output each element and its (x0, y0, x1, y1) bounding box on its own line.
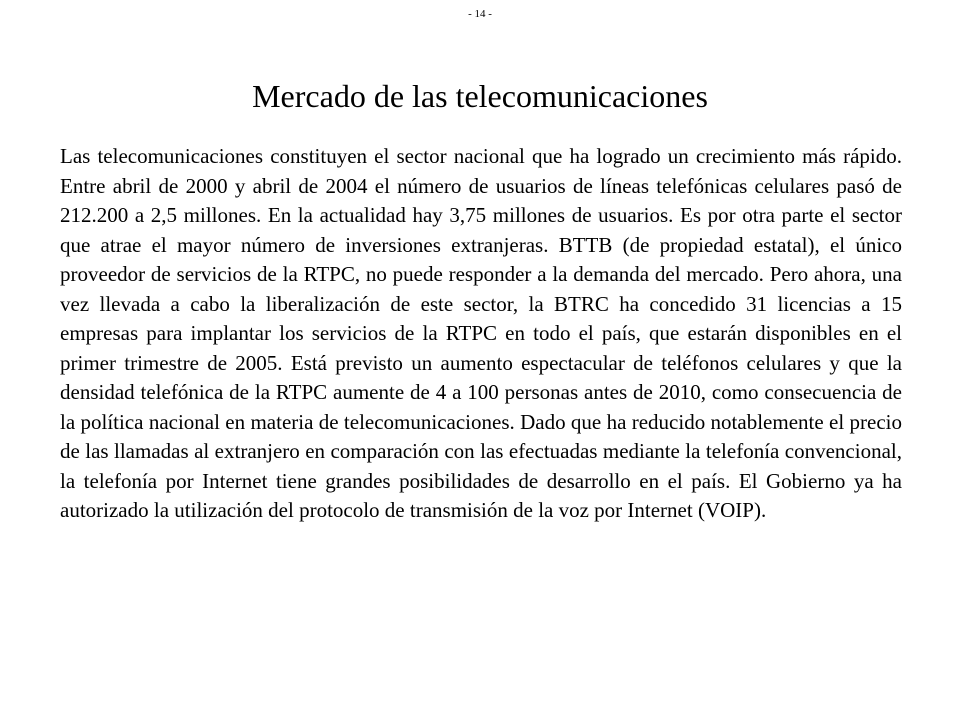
page-number: - 14 - (468, 8, 492, 20)
body-paragraph: Las telecomunicaciones constituyen el sector nacional que ha logrado un crecimiento más rápido. Entre abril de 2000 y abril de 2004 el número de usuarios de líneas telefónicas celulares pasó de 212.200 a 2,5 millones. En la actualidad hay 3,75 millones de usuarios. Es por otra parte el sector que atrae el mayor número de inversiones extranjeras. BTTB (de propiedad estatal), el único proveedor de servicios de la RTPC, no puede responder a la demanda del mercado. Pero ahora, una vez llevada a cabo la liberalización de este sector, la BTRC ha concedido 31 licencias a 15 empresas para implantar los servicios de la RTPC en todo el país, que estarán disponibles en el primer trimestre de 2005. Está previsto un aumento espectacular de teléfonos celulares y que la densidad telefónica de la RTPC aumente de 4 a 100 personas antes de 2010, como consecuencia de la política nacional en materia de telecomunicaciones. Dado que ha reducido notablemente el precio de las llamadas al extranjero en comparación con las efectuadas mediante la telefonía convencional, la telefonía por Internet tiene grandes posibilidades de desarrollo en el país. El Gobierno ya ha autorizado la utilización del protocolo de transmisión de la voz por Internet (VOIP). (60, 144, 902, 522)
section-title: Mercado de las telecomunicaciones (252, 78, 708, 114)
